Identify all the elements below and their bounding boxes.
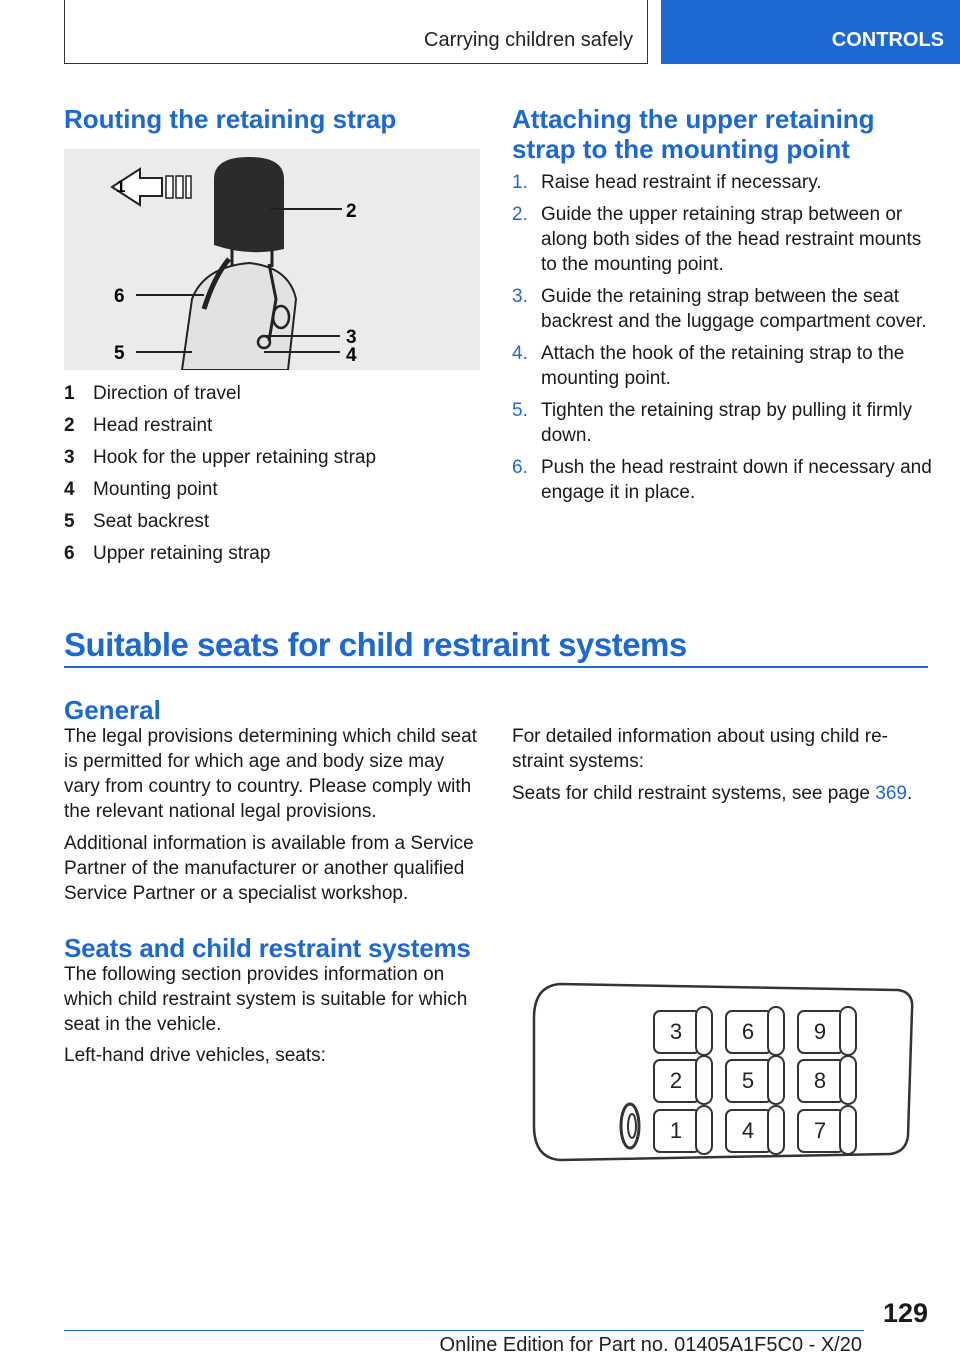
seat-number-4: 4 [741, 1118, 755, 1143]
detail-info-paragraph: For detailed information about using child re‐straint systems: [512, 726, 888, 772]
list-item [512, 341, 932, 391]
seats-paragraph-1: The following section provides information on which child restraint system is suitable for which seat in the vehicle. [64, 964, 468, 1035]
seat-number-1: 1 [669, 1118, 683, 1143]
step-text: Guide the retaining strap between the seat backrest and the luggage compartment cover. [541, 286, 927, 332]
attaching-heading-line2: strap to the mounting point [512, 134, 850, 164]
header-section-box [64, 0, 648, 64]
see-page-text: Seats for child restraint systems, see page [512, 783, 876, 804]
seats-heading: Seats and child restraint systems [64, 933, 471, 963]
footer-rule [64, 1330, 864, 1331]
section-title: Suitable seats for child restraint systems [64, 626, 687, 663]
seats-paragraph-2: Left-hand drive vehicles, seats: [64, 1045, 326, 1066]
step-number: 2. [512, 204, 528, 225]
seat-layout-diagram [520, 976, 920, 1166]
legend-text: Direction of travel [93, 383, 241, 404]
legend-num: 5 [64, 511, 75, 532]
figure-label-3: 3 [346, 327, 357, 348]
step-number: 3. [512, 286, 528, 307]
header-chapter-label: CONTROLS [831, 29, 944, 51]
header-section-title: Carrying children safely [424, 29, 633, 51]
seat-number-2: 2 [669, 1068, 683, 1093]
seat-number-8: 8 [813, 1068, 827, 1093]
step-number: 5. [512, 400, 528, 421]
step-text: Attach the hook of the retaining strap to the mounting point. [541, 343, 905, 389]
legend-num: 2 [64, 415, 75, 436]
seat-number-3: 3 [669, 1019, 683, 1044]
legend-num: 4 [64, 479, 75, 500]
attaching-heading-line1: Attaching the upper retaining [512, 104, 875, 134]
seat-number-7: 7 [813, 1118, 827, 1143]
legend-text: Upper retaining strap [93, 543, 271, 564]
page-369-link[interactable]: 369 [875, 783, 907, 804]
legend-text: Mounting point [93, 479, 218, 500]
legend-item [64, 412, 484, 444]
general-heading: General [64, 695, 161, 725]
list-item [512, 398, 932, 448]
seat-number-5: 5 [741, 1068, 755, 1093]
header-chapter-tab[interactable] [661, 0, 960, 64]
strap-routing-illustration [64, 149, 480, 370]
seat-number-9: 9 [813, 1019, 827, 1044]
page-number: 129 [882, 1298, 928, 1328]
routing-heading: Routing the retaining strap [64, 104, 397, 134]
general-paragraph-2: Additional information is available from a Service Partner of the manufacturer or another qualified Service Partner or a specialist workshop. [64, 833, 474, 904]
list-item [512, 170, 932, 195]
figure-label-6: 6 [114, 286, 125, 307]
legend-item [64, 444, 484, 476]
figure-label-4: 4 [346, 345, 357, 366]
step-number: 6. [512, 457, 528, 478]
step-text: Raise head restraint if necessary. [541, 172, 822, 193]
figure-legend [64, 380, 484, 572]
step-text: Guide the upper retaining strap between or along both sides of the head restraint mounts to the mounting point. [541, 204, 922, 275]
legend-item [64, 540, 484, 572]
section-title-rule [64, 666, 928, 668]
seat-number-6: 6 [741, 1019, 755, 1044]
legend-num: 6 [64, 543, 75, 564]
step-text: Push the head restraint down if necessary and engage it in place. [541, 457, 932, 503]
legend-text: Head restraint [93, 415, 213, 436]
step-number: 1. [512, 172, 528, 193]
list-item [512, 455, 932, 505]
step-number: 4. [512, 343, 528, 364]
step-text: Tighten the retaining strap by pulling it firmly down. [541, 400, 913, 446]
figure-label-5: 5 [114, 343, 125, 364]
legend-num: 3 [64, 447, 75, 468]
footer-edition: Online Edition for Part no. 01405A1F5C0 - X/20 [439, 1334, 862, 1356]
list-item [512, 284, 932, 334]
legend-text: Hook for the upper retaining strap [93, 447, 377, 468]
legend-item [64, 380, 484, 412]
legend-item [64, 476, 484, 508]
attach-steps-list [512, 170, 932, 512]
general-paragraph-1: The legal provisions determining which child seat is permitted for which age and body size may vary from country to country. Please comply with the relevant national legal provisions. [64, 726, 477, 822]
legend-item [64, 508, 484, 540]
figure-label-2: 2 [346, 201, 357, 222]
see-page-suffix: . [906, 783, 913, 804]
figure-label-1: 1 [116, 177, 126, 196]
list-item [512, 202, 932, 277]
legend-num: 1 [64, 383, 75, 404]
see-page-paragraph [512, 781, 930, 806]
legend-text: Seat backrest [93, 511, 210, 532]
attaching-heading [512, 104, 875, 164]
